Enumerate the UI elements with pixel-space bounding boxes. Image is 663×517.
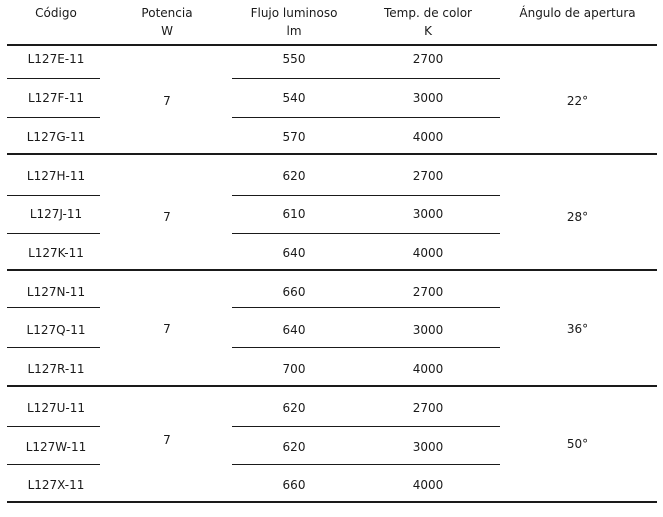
cell-flujo: 700 [282, 362, 306, 376]
cell-angulo: 50° [566, 437, 589, 451]
cell-temp: 3000 [412, 91, 444, 105]
cell-codigo: L127R-11 [27, 362, 85, 376]
row-rule [232, 347, 500, 348]
cell-temp: 3000 [412, 323, 444, 337]
cell-codigo: L127G-11 [26, 130, 86, 144]
cell-temp: 4000 [412, 478, 444, 492]
row-rule [7, 233, 100, 234]
row-rule [232, 464, 500, 465]
group-rule [7, 269, 657, 271]
row-rule [7, 426, 100, 427]
row-rule [232, 117, 500, 118]
cell-flujo: 640 [282, 246, 306, 260]
cell-potencia: 7 [163, 322, 171, 336]
cell-flujo: 540 [282, 91, 306, 105]
cell-codigo: L127N-11 [26, 285, 86, 299]
row-rule [232, 78, 500, 79]
cell-flujo: 610 [282, 207, 306, 221]
row-rule [232, 233, 500, 234]
header-temp [356, 4, 500, 40]
cell-codigo: L127H-11 [26, 169, 86, 183]
cell-codigo: L127U-11 [27, 401, 85, 415]
group-rule [7, 153, 657, 155]
row-rule [7, 307, 100, 308]
header-potencia-label: Potencia [141, 6, 193, 20]
header-rule [7, 44, 657, 46]
group-rule [7, 385, 657, 387]
cell-potencia: 7 [163, 94, 171, 108]
row-rule [232, 426, 500, 427]
cell-flujo: 620 [282, 440, 306, 454]
header-temp-label: Temp. de color [384, 6, 472, 20]
cell-codigo: L127Q-11 [26, 323, 86, 337]
header-codigo: Código [35, 6, 77, 20]
cell-flujo: 570 [282, 130, 306, 144]
cell-angulo: 22° [566, 94, 589, 108]
row-rule [232, 307, 500, 308]
cell-codigo: L127E-11 [27, 52, 85, 66]
cell-angulo: 28° [566, 210, 589, 224]
cell-temp: 4000 [412, 246, 444, 260]
row-rule [7, 78, 100, 79]
cell-temp: 2700 [412, 285, 444, 299]
cell-flujo: 660 [282, 478, 306, 492]
cell-codigo: L127K-11 [28, 246, 84, 260]
cell-codigo: L127F-11 [27, 91, 85, 105]
header-flujo [232, 4, 356, 40]
row-rule [7, 464, 100, 465]
header-flujo-unit: lm [286, 24, 302, 38]
cell-temp: 3000 [412, 440, 444, 454]
cell-potencia: 7 [163, 433, 171, 447]
cell-temp: 4000 [412, 130, 444, 144]
cell-temp: 3000 [412, 207, 444, 221]
cell-flujo: 620 [282, 401, 306, 415]
header-potencia [112, 4, 222, 40]
cell-codigo: L127X-11 [27, 478, 85, 492]
row-rule [232, 195, 500, 196]
header-angulo: Ángulo de apertura [519, 6, 636, 20]
header-flujo-label: Flujo luminoso [250, 6, 338, 20]
row-rule [7, 195, 100, 196]
row-rule [7, 117, 100, 118]
cell-temp: 2700 [412, 401, 444, 415]
cell-codigo: L127J-11 [29, 207, 83, 221]
cell-codigo: L127W-11 [25, 440, 87, 454]
cell-temp: 2700 [412, 169, 444, 183]
cell-potencia: 7 [163, 210, 171, 224]
cell-temp: 4000 [412, 362, 444, 376]
header-potencia-unit: W [161, 24, 173, 38]
cell-angulo: 36° [566, 322, 589, 336]
table-bottom-rule [7, 501, 657, 503]
header-temp-unit: K [424, 24, 432, 38]
cell-temp: 2700 [412, 52, 444, 66]
cell-flujo: 550 [282, 52, 306, 66]
cell-flujo: 620 [282, 169, 306, 183]
cell-flujo: 660 [282, 285, 306, 299]
cell-flujo: 640 [282, 323, 306, 337]
row-rule [7, 347, 100, 348]
